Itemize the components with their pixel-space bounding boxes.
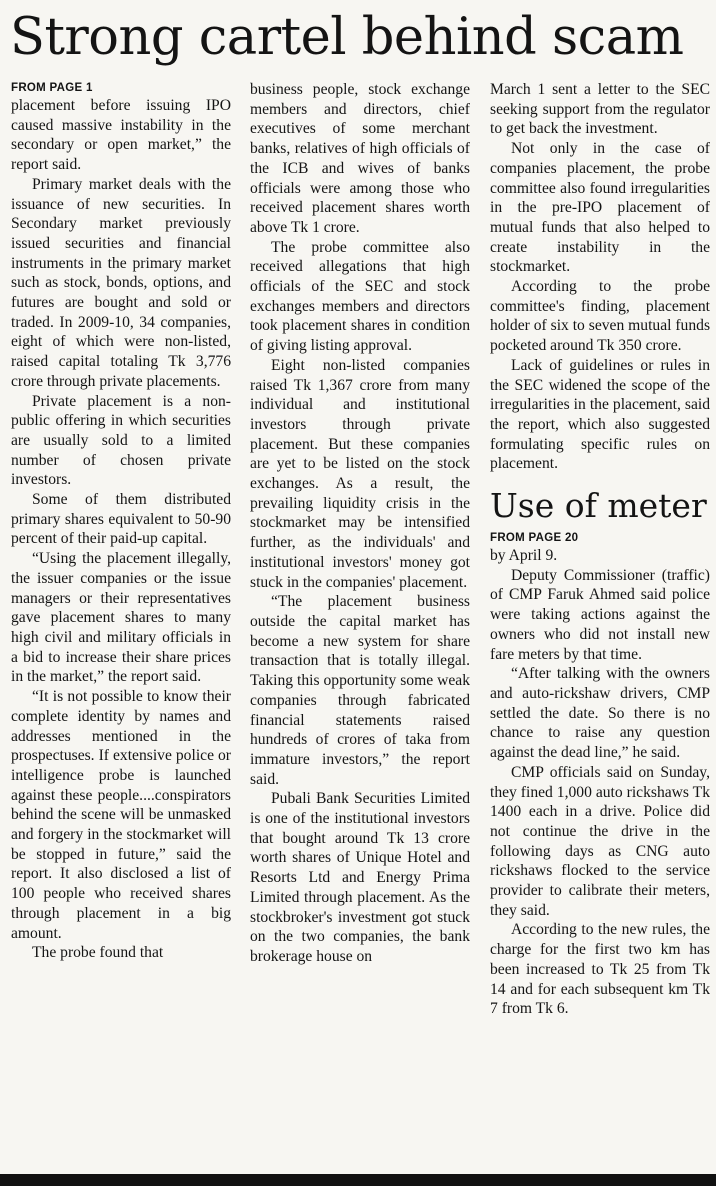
paragraph: According to the new rules, the charge for the first two km has been increased to Tk 25 from Tk 14 and for each subsequent km Tk 7 from Tk 6. [490, 921, 710, 1018]
paragraph: Deputy Commissioner (traffic) of CMP Faruk Ahmed said police were taking actions against the owners who did not install new fare meters by that time. [490, 566, 710, 663]
jump-line: FROM PAGE 1 [11, 82, 93, 94]
paragraph: “The placement business outside the capital market has become a new system for share transaction that is totally illegal. Taking this opportunity some weak companies through fabricated financial statements raised hundreds of crores of taka from immature investors,” the report said. [250, 593, 470, 788]
paragraph: Not only in the case of companies placement, the probe committee also found irregularities in the pre-IPO placement of mutual funds that also helped to create instability in the stockmarket. [490, 140, 710, 276]
paragraph: Private placement is a non-public offering in which securities are usually sold to a limited number of chosen private investors. [11, 392, 231, 489]
column-2 [250, 80, 470, 1175]
paragraph: Lack of guidelines or rules in the SEC widened the scope of the irregularities in the placement, said the report, which also suggested formulating specific rules on placement. [490, 356, 710, 473]
paragraph: According to the probe committee's finding, placement holder of six to seven mutual funds pocketed around Tk 350 crore. [490, 278, 710, 355]
paragraph: “Using the placement illegally, the issuer companies or the issue managers or their representatives gave placement shares to many high civil and military officials in a bid to increase their share prices in the market,” the report said. [11, 550, 231, 686]
paragraph: by April 9. [490, 547, 558, 565]
headline: Strong cartel behind scam [10, 8, 684, 67]
paragraph: business people, stock exchange members and directors, chief executives of some merchant banks, relatives of high officials of the ICB and wives of banks officials were among those who received placement shares worth above Tk 1 crore. [250, 81, 470, 236]
paragraph: “It is not possible to know their complete identity by names and addresses mentioned in the prospectuses. If extensive police or intelligence probe is launched against these people....conspirators behind the scene will be unmasked and forgery in the stockmarket will be stopped in future,” said the report. It also disclosed a list of 100 people who received shares through placement in a big amount. [11, 688, 231, 942]
paragraph: CMP officials said on Sunday, they fined 1,000 auto rickshaws Tk 1400 each in a drive. Police did not continue the drive in the following days as CNG auto rickshaws flocked to the service provider to calibrate their meters, they said. [490, 763, 710, 919]
bottom-edge-bar [0, 1174, 716, 1186]
column-3 [490, 80, 710, 1175]
paragraph: Primary market deals with the issuance of new securities. In Secondary market previously issued securities and financial instruments in the primary market such as stock, bonds, options, and futures are bought and sold or traded. In 2009-10, 34 companies, eight of which were non-listed, raised capital totaling Tk 3,776 crore through private placements. [11, 175, 231, 390]
paragraph: The probe found that [32, 944, 164, 962]
subheadline: Use of meter [490, 486, 707, 526]
paragraph: Some of them distributed primary shares equivalent to 50-90 percent of their paid-up capital. [11, 491, 231, 548]
paragraph: Eight non-listed companies raised Tk 1,367 crore from many individual and institutional investors through private placement. But these companies are yet to be listed on the stock exchanges. As a result, the prevailing liquidity crisis in the stockmarket may be intensified further, as the individuals' and institutional investors' money got stuck in the companies' placement. [250, 356, 470, 591]
column-1 [11, 80, 231, 1175]
paragraph: The probe committee also received allegations that high officials of the SEC and stock exchanges members and directors took placement shares in condition of giving listing approval. [250, 238, 470, 355]
jump-line: FROM PAGE 20 [490, 532, 579, 545]
paragraph: “After talking with the owners and auto-rickshaw drivers, CMP settled the date. So there is no chance to raise any question against the dead line,” he said. [490, 665, 710, 762]
paragraph: March 1 sent a letter to the SEC seeking support from the regulator to get back the investment. [490, 81, 710, 138]
paragraph: Pubali Bank Securities Limited is one of the institutional investors that bought around Tk 13 crore worth shares of Unique Hotel and Resorts Ltd and Energy Prima Limited through placement. As the stockbroker's investment got stuck on the two companies, the bank brokerage house on [250, 790, 470, 965]
paragraph: placement before issuing IPO caused massive instability in the secondary or open market,” the report said. [11, 97, 231, 174]
